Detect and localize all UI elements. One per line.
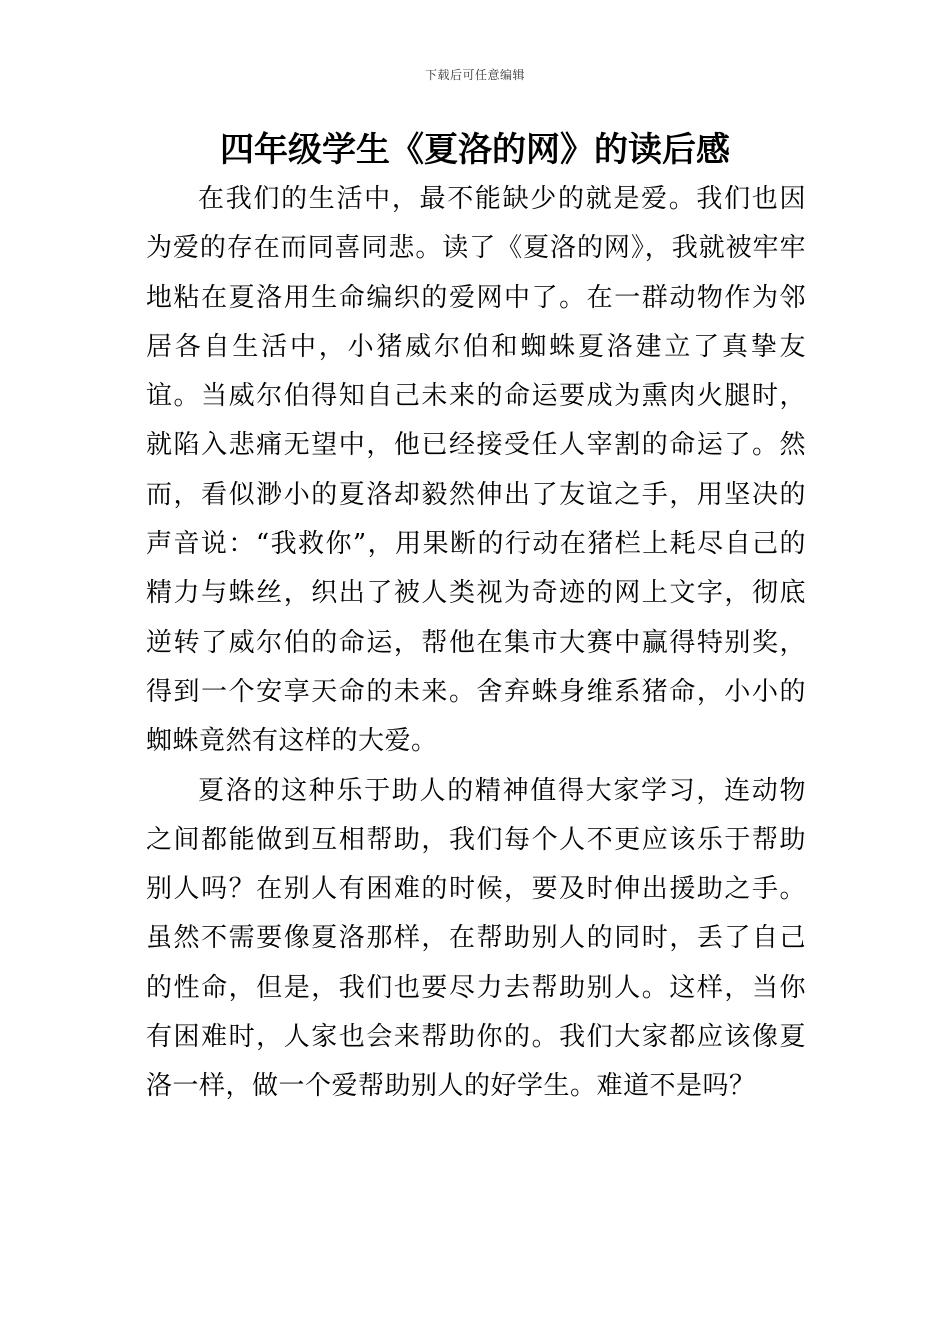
document-body	[146, 175, 806, 1112]
document-title: 四年级学生《夏洛的网》的读后感	[220, 130, 730, 170]
header-note: 下载后可任意编辑	[424, 68, 525, 82]
paragraph-1: 在我们的生活中，最不能缺少的就是爱。我们也因为爱的存在而同喜同悲。读了《夏洛的网》，我就被牢牢地粘在夏洛用生命编织的爱网中了。在一群动物作为邻居各自生活中，小猪威尔伯和蜘蛛夏洛建立了真挚友谊。当威尔伯得知自己未来的命运要成为熏肉火腿时，就陷入悲痛无望中，他已经接受任人宰割的命运了。然而，看似渺小的夏洛却毅然伸出了友谊之手，用坚决的声音说：“我救你”，用果断的行动在猪栏上耗尽自己的精力与蛛丝，织出了被人类视为奇迹的网上文字，彻底逆转了威尔伯的命运，帮他在集市大赛中赢得特别奖，得到一个安享天命的未来。舍弃蛛身维系猪命，小小的蜘蛛竟然有这样的大爱。	[146, 184, 806, 757]
paragraph-2: 夏洛的这种乐于助人的精神值得大家学习，连动物之间都能做到互相帮助，我们每个人不更应该乐于帮助别人吗？在别人有困难的时候，要及时伸出援助之手。虽然不需要像夏洛那样，在帮助别人的同时，丢了自己的性命，但是，我们也要尽力去帮助别人。这样，当你有困难时，人家也会来帮助你的。我们大家都应该像夏洛一样，做一个爱帮助别人的好学生。难道不是吗？	[146, 775, 806, 1102]
